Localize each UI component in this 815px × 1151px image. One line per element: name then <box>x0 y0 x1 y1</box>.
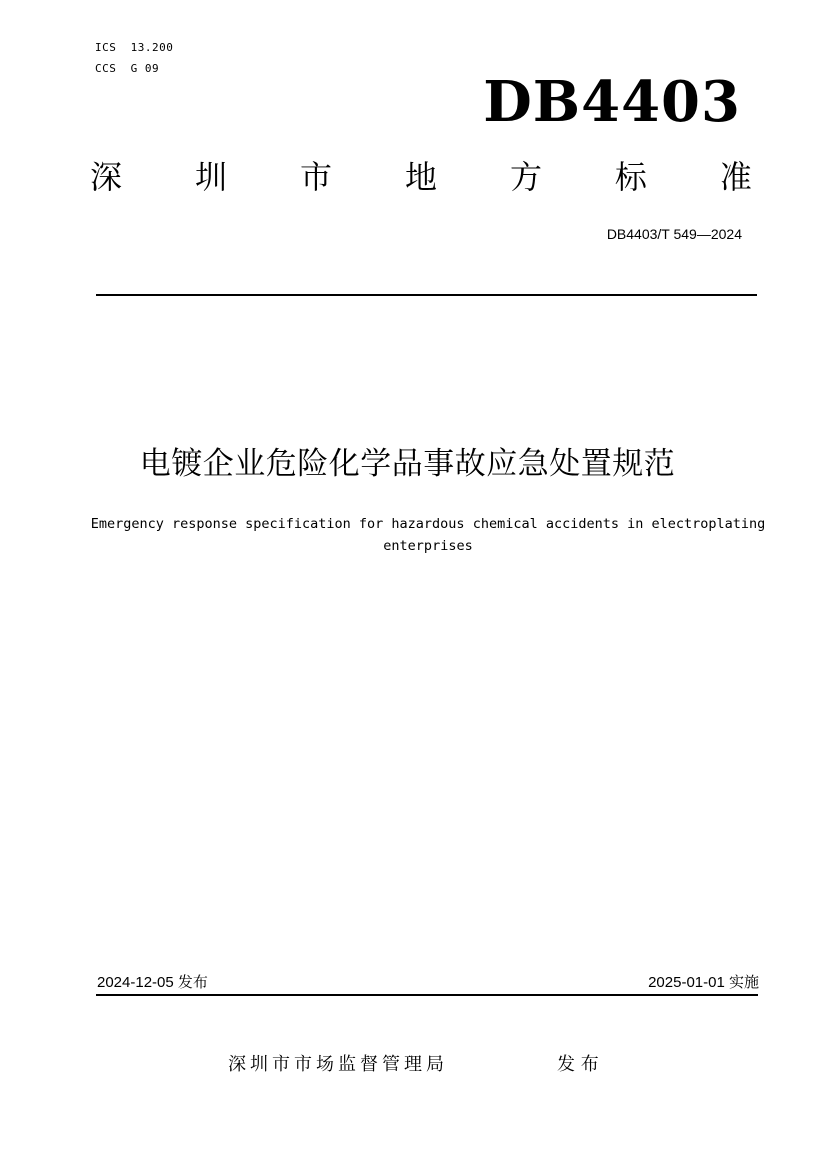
ccs-code: CCS G 09 <box>95 62 160 75</box>
standard-type-char: 深 <box>90 158 123 196</box>
standard-type-char: 圳 <box>194 158 227 196</box>
document-title-chinese: 电镀企业危险化学品事故应急处置规范 <box>139 446 676 482</box>
standard-type-char: 准 <box>719 158 752 196</box>
header-divider <box>96 294 757 296</box>
standard-number: DB4403/T 549—2024 <box>606 226 742 242</box>
issue-date: 2024-12-05 发布 <box>97 974 208 991</box>
implementation-date: 2025-01-01 实施 <box>648 974 759 991</box>
standard-type-char: 市 <box>299 158 332 196</box>
standard-mark: DB4403 <box>483 69 741 135</box>
standard-type-char: 地 <box>404 158 437 196</box>
ics-code: ICS 13.200 <box>95 41 174 54</box>
document-title-english: Emergency response specification for hazardous chemical accidents in electroplating enterprises <box>90 516 766 554</box>
publish-label: 发 布 <box>557 1054 599 1075</box>
publishing-authority: 深圳市市场监督管理局 <box>228 1054 448 1075</box>
footer-divider <box>96 994 758 996</box>
standard-type-char: 方 <box>509 158 542 196</box>
standard-type <box>90 152 752 202</box>
standard-type-char: 标 <box>614 158 647 196</box>
